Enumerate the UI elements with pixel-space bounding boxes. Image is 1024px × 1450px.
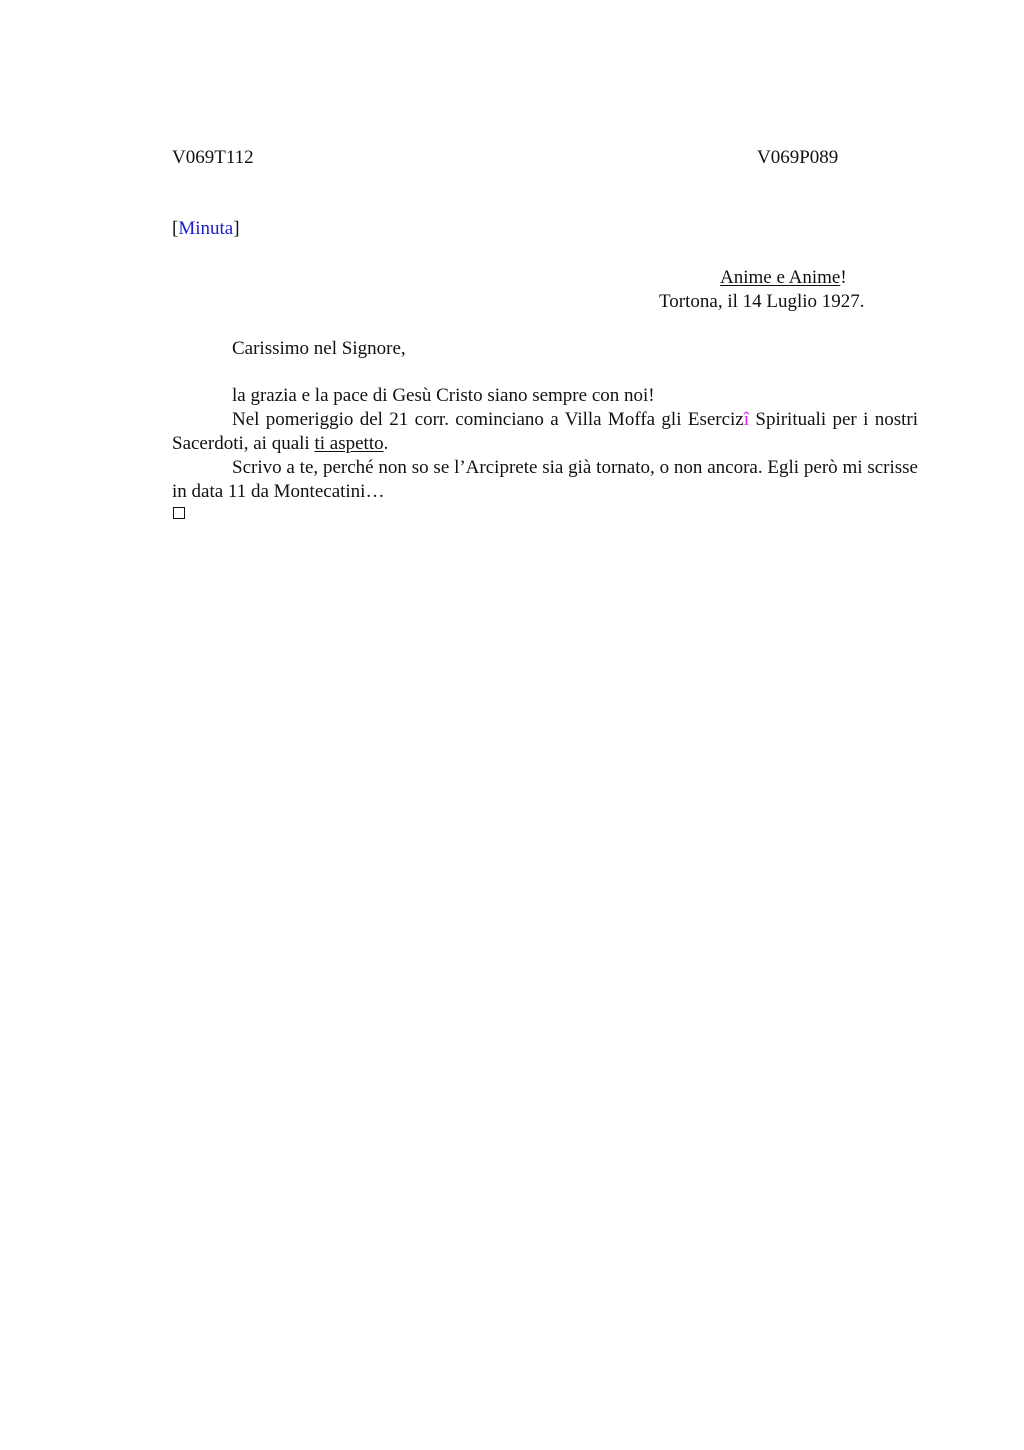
end-marker-box [173, 507, 185, 519]
salutation: Carissimo nel Signore, [232, 338, 406, 359]
letter-body [172, 384, 918, 504]
paragraph-2-end: . [383, 433, 389, 454]
close-bracket: ] [233, 218, 240, 239]
motto-text: Anime e Anime [720, 267, 841, 288]
paragraph-1: la grazia e la pace di Gesù Cristo siano sempre con noi! [232, 385, 655, 406]
paragraph-2 [172, 408, 918, 456]
dateline: Tortona, il 14 Luglio 1927. [659, 291, 865, 312]
document-code-right: V069P089 [757, 147, 839, 168]
motto [720, 266, 847, 290]
underlined-phrase: ti aspetto [314, 433, 384, 454]
paragraph-2-text-a: Nel pomeriggio del 21 corr. cominciano a Villa Moffa gli Eserciz [232, 409, 744, 430]
open-bracket: [ [172, 218, 179, 239]
paragraph-2-text-b: Spirituali per i nostri Sacerdoti, ai quali [172, 409, 918, 454]
paragraph-3: Scrivo a te, perché non so se l’Arciprete sia già tornato, o non ancora. Egli però mi scrisse in data 11 da Montecatini… [172, 457, 918, 502]
editorial-mark: î [743, 409, 750, 430]
document-type-label [172, 217, 240, 241]
motto-punctuation: ! [840, 267, 847, 288]
minuta-label: Minuta [178, 218, 234, 239]
document-code-left: V069T112 [172, 147, 254, 168]
